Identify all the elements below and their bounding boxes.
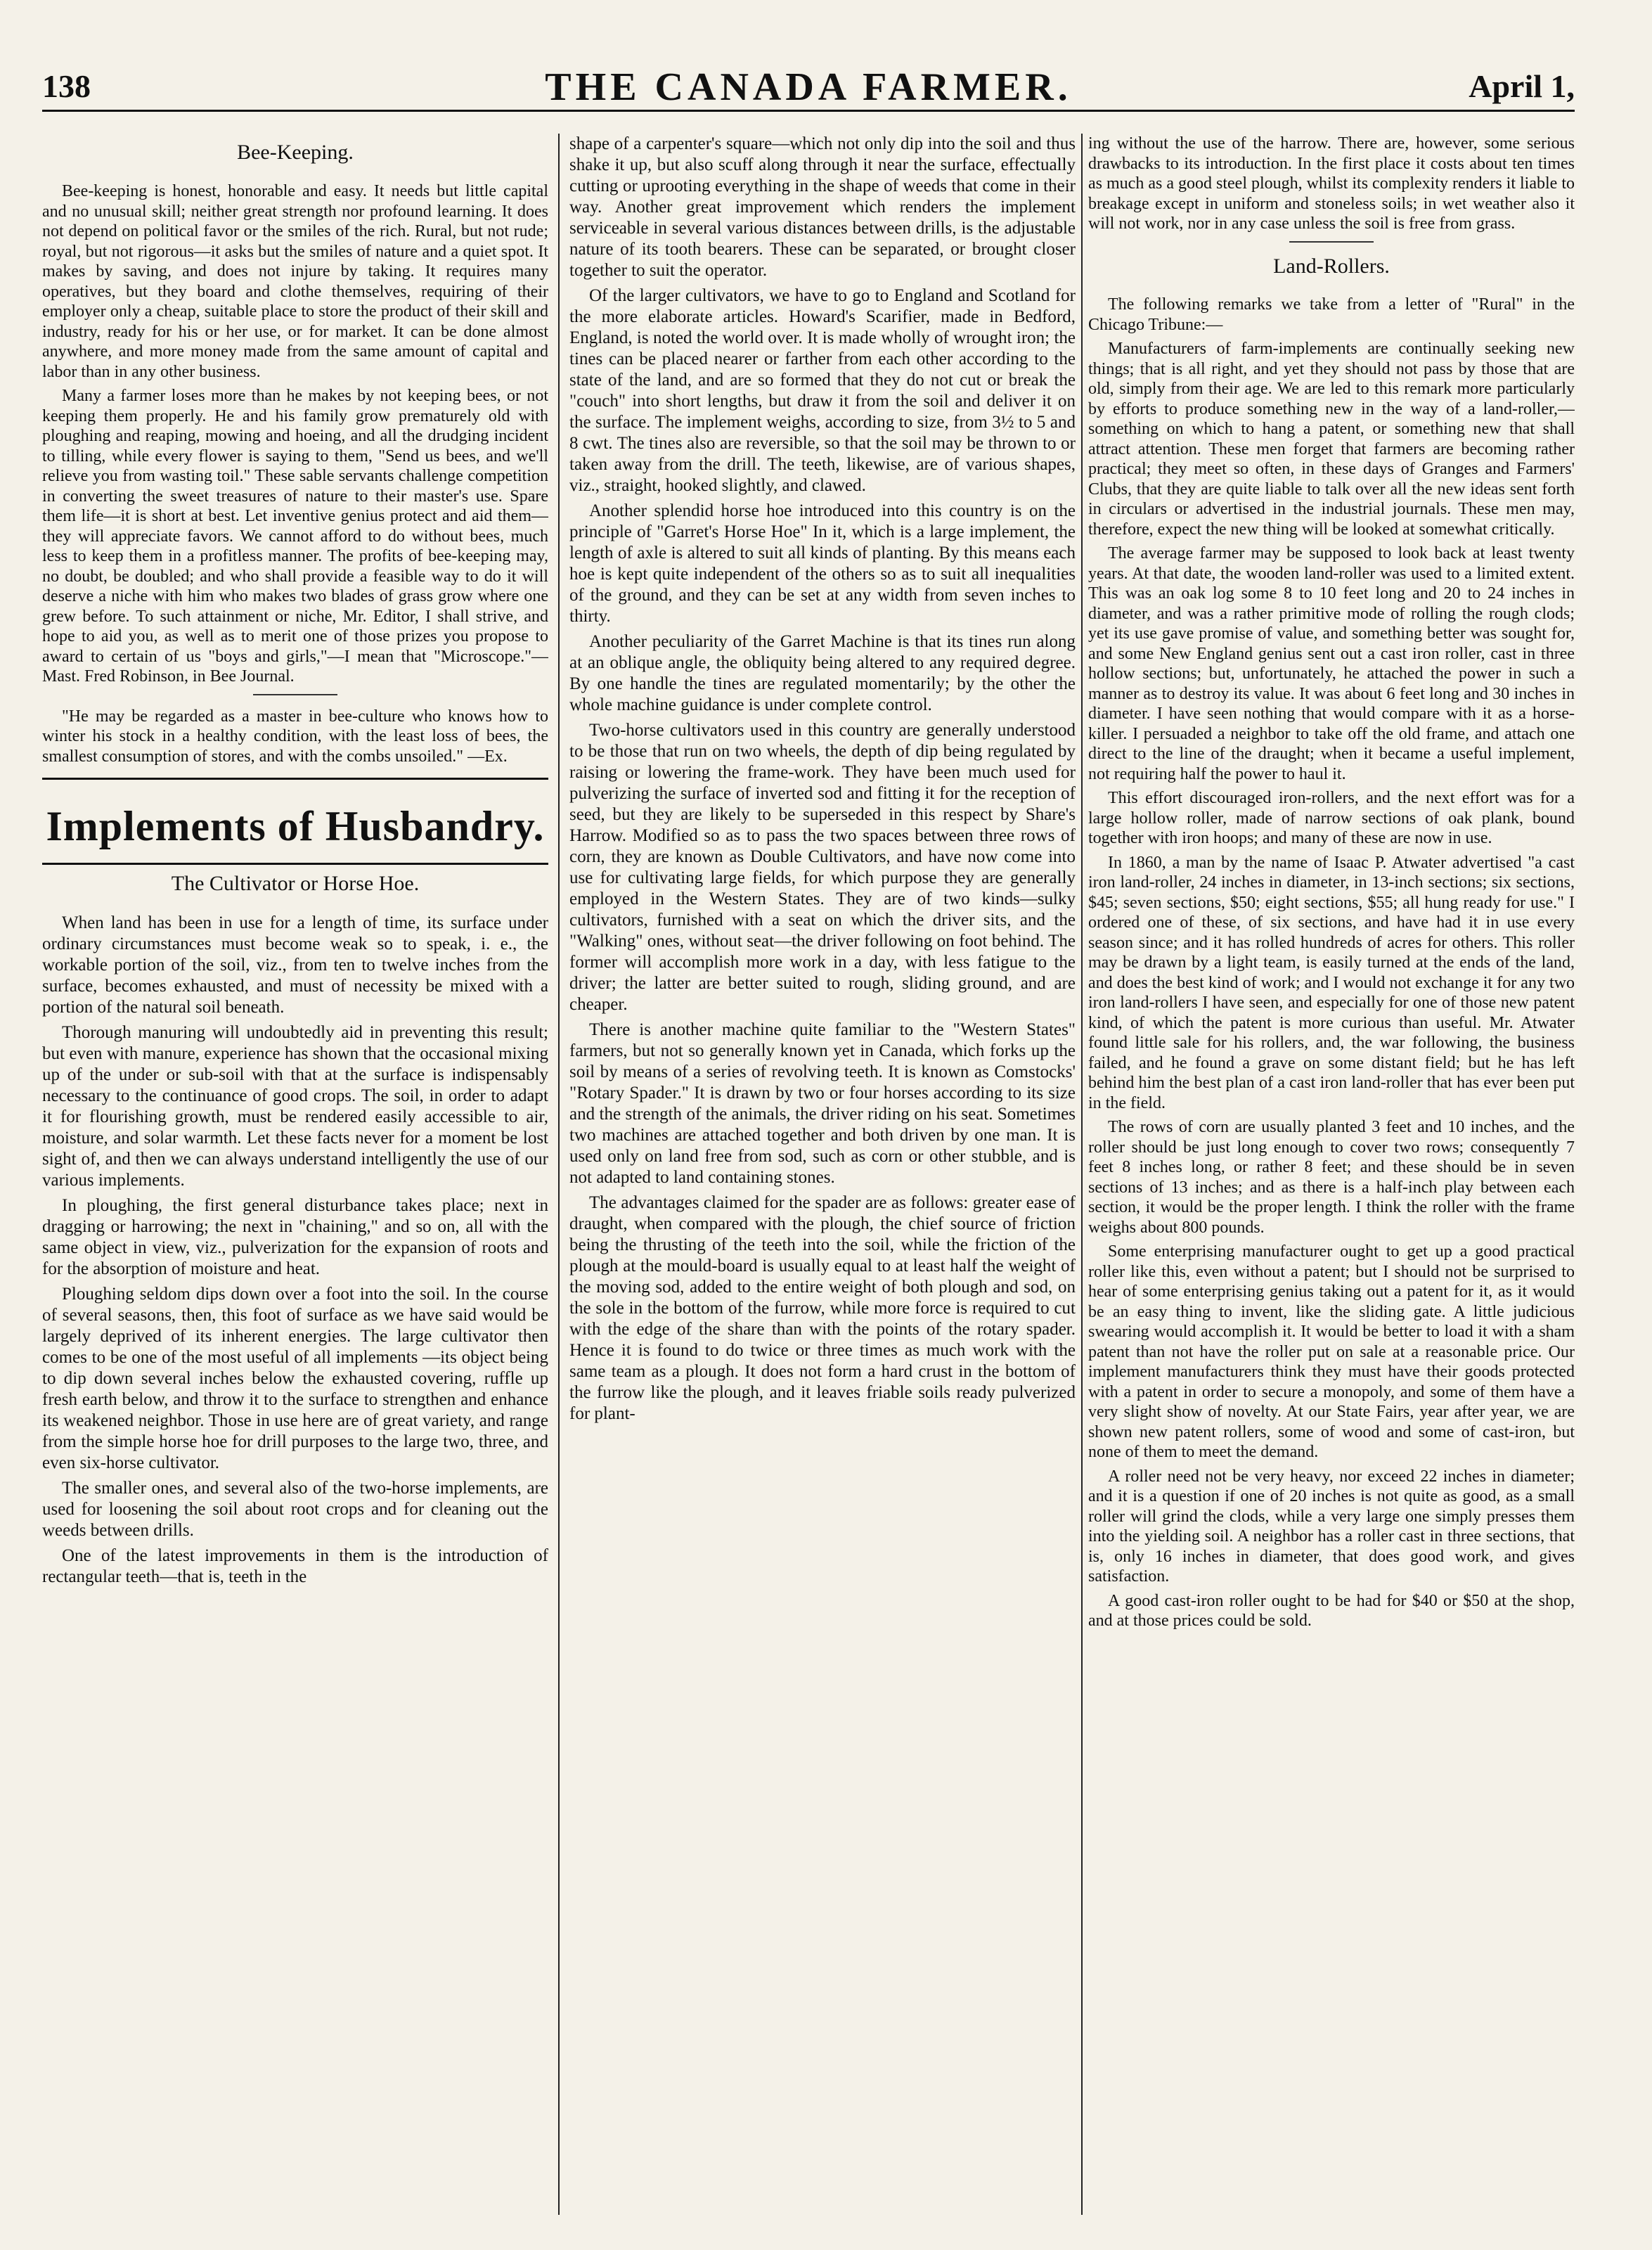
paragraph: Some enterprising manufacturer ought to get up a good practical roller like this, even without a patent; but I should not be surprised to hear of some enterprising genius taking out a patent for it, as it would be an easy thing to invent, like the sliding gate. A little judicious swearing would accomplish it. It would be better to load it with a sham patent than not have the roller put on sale at a reasonable price. Our implement manufacturers think they must have their goods protected with a patent in order to secure a monopoly, and some of them have a very slight show of novelty. At our State Fairs, year after year, we are shown new patent rollers, some of wood and some of cast-iron, but none of them to meet the demand. bbox=[1088, 1242, 1575, 1461]
page-header bbox=[42, 65, 1575, 112]
paragraph: ing without the use of the harrow. There are, however, some serious drawbacks to its introduction. In the first place it costs about ten times as much as a good steel plough, whilst its complexity renders it liable to breakage except in uniform and stoneless soils; in wet weather also it will not work, nor in any case unless the soil is free from grass. bbox=[1088, 134, 1575, 233]
paragraph: Another splendid horse hoe introduced into this country is on the principle of "Garret's Horse Hoe" In it, which is a large implement, the length of axle is altered to suit all kinds of planting. By this means each hoe is kept quite independent of the others so as to suit all inequalities of the ground, and they can be set at any width from seven inches to thirty. bbox=[569, 501, 1076, 626]
divider bbox=[1289, 241, 1374, 243]
page-number: 138 bbox=[42, 68, 91, 104]
paragraph: Many a farmer loses more than he makes by not keeping bees, or not keeping them properly. He and his family grow prematurely old with ploughing and reaping, mowing and hoeing, and all the drudging incident to tilling, while every flower is saying to them, "Send us bees, and we'll relieve you from wasting toil." These sable servants challenge competition in converting the sweet treasures of nature to their master's use. Spare them life—it is short at best. Let inventive genius protect and aid them—they will appreciate favors. We cannot afford to do without bees, much less to keep them in a profitless manner. The profits of bee-keeping may, no doubt, be doubled; and who shall provide a feasible way to do it will deserve a niche with him who makes two blades of grass grow where one grew before. To such attainment or niche, Mr. Editor, I shall strive, and hope to aid you, as well as to merit one of those prizes you propose to award to certain of us "boys and girls,"—I mean that "Microscope."—Mast. Fred Robinson, in Bee Journal. bbox=[42, 387, 548, 686]
paragraph: The rows of corn are usually planted 3 feet and 10 inches, and the roller should be just long enough to cover two rows; consequently 7 feet 8 inches long, or rather 8 feet; and these should be in seven sections of 13 inches; and as there is a half-inch play between each section, it would be the proper length. I think the roller with the frame weighs about 800 pounds. bbox=[1088, 1118, 1575, 1237]
paragraph: Manufacturers of farm-implements are continually seeking new things; that is all right, and yet they should not pass by those that are old, simply from their age. We are led to this remark more particularly by efforts to produce something new in the way of a land-roller,—something on which to hang a patent, or something new that shall attract attention. These men forget that farmers are becoming rather practical; they meet so often, in these days of Granges and Farmers' Clubs, that they are quite liable to talk over all the new ideas sent forth in circulars or advertised in the industrial journals. These men may, therefore, expect the new thing will be looked at somewhat critically. bbox=[1088, 340, 1575, 539]
column-rule bbox=[1081, 134, 1083, 2215]
paragraph: This effort discouraged iron-rollers, and the next effort was for a large hollow roller, made of narrow sections of oak plank, bound together with iron hoops; and many of these are now in use. bbox=[1088, 789, 1575, 847]
paragraph: Another peculiarity of the Garret Machine is that its tines run along at an oblique angle, the obliquity being altered to any required degree. By one handle the tines are regulated momentarily; by the other the whole machine guidance is under complete control. bbox=[569, 632, 1076, 714]
paragraph: The average farmer may be supposed to look back at least twenty years. At that date, the wooden land-roller was used to a limited extent. This was an oak log some 8 to 10 feet long and 20 to 24 inches in diameter, and was a rather primitive mode of rolling the rough clods; yet its use gave promise of value, and something better was sought for, and some New England genius sent out a cast iron roller, cast in three hollow sections; but, unfortunately, he attached the power in such a manner as to destroy its value. It was about 6 feet long and 30 inches in diameter. I have seen nothing that would compare with it as a horse-killer. I persuaded a neighbor to take off the old frame, and attach one direct to the line of the draught; when it became a useful implement, not requiring half the power to haul it. bbox=[1088, 544, 1575, 783]
issue-date: April 1, bbox=[1469, 68, 1575, 104]
article-heading-land-rollers: Land-Rollers. bbox=[1273, 254, 1390, 278]
divider bbox=[253, 694, 337, 695]
paragraph: Of the larger cultivators, we have to go to England and Scotland for the more elaborate articles. Howard's Scarifier, made in Bedford, England, is noted the world over. It is made wholly of wrought iron; the tines can be placed nearer or farther from each other according to the state of the land, and are so formed that they do not cut or break the "couch" into short lengths, but draw it from the soil and deliver it on the surface. The implement weighs, according to size, from 3½ to 5 and 8 cwt. The tines also are reversible, so that the soil may be thrown to or taken away from the drill. The teeth, likewise, are of various shapes, viz., straight, hooked slightly, and clawed. bbox=[569, 286, 1076, 495]
paragraph: The smaller ones, and several also of the two-horse implements, are used for loosening the soil about root crops and for cleaning out the weeds between drills. bbox=[42, 1479, 548, 1540]
column-rule bbox=[558, 134, 560, 2215]
divider bbox=[42, 863, 548, 865]
quote-paragraph: "He may be regarded as a master in bee-culture who knows how to winter his stock in a healthy condition, with the least loss of bees, the smallest consumption of stores, and with the combs unsoiled." —Ex. bbox=[42, 707, 548, 766]
masthead: THE CANADA FARMER. bbox=[545, 65, 1072, 109]
article-heading-cultivator: The Cultivator or Horse Hoe. bbox=[171, 872, 420, 895]
paragraph: Bee-keeping is honest, honorable and easy. It needs but little capital and no unusual skill; neither great strength nor profound learning. It does not depend on political favor or the smiles of the rich. Rural, but not rude; royal, but not rigorous—it asks but the smiles of nature and a quiet spot. It makes by saving, and does not injure by taking. It requires many operatives, but they board and clothe themselves, requiring of their employer only a cheap, suitable place to store the product of their skill and industry, ready for his or her use, or for market. It can be done almost anywhere, and more money made from the same amount of capital and labor than in any other business. bbox=[42, 182, 548, 381]
paragraph: When land has been in use for a length of time, its surface under ordinary circumstances must become weak so to speak, i. e., the workable portion of the soil, viz., from ten to twelve inches from the surface, becomes exhausted, and must of necessity be mixed with a portion of the natural soil beneath. bbox=[42, 913, 548, 1017]
column-2 bbox=[569, 134, 1076, 2215]
paragraph: The following remarks we take from a letter of "Rural" in the Chicago Tribune:— bbox=[1088, 295, 1575, 334]
article-heading-bee-keeping: Bee-Keeping. bbox=[237, 141, 354, 164]
paragraph: In 1860, a man by the name of Isaac P. Atwater advertised "a cast iron land-roller, 24 inches in diameter, in 13-inch sections; six sections, $45; seven sections, $50; eight sections, $55; all hung ready for use." I ordered one of these, of six sections, and have had it in use every season since; and it has rolled hundreds of acres for others. This roller may be drawn by a light team, is easily turned at the ends of the land, and does the best kind of work; and I would not exchange it for any two iron land-rollers I have seen, and especially for one of those new patent kind, of which the patent is more curious than useful. Mr. Atwater found little sale for his rollers, and, the war following, the business failed, and he found a grave on some distant field; but he has left behind him the best plan of a cast iron land-roller that has ever been put in the field. bbox=[1088, 853, 1575, 1112]
paragraph: In ploughing, the first general disturbance takes place; next in dragging or harrowing; the next in "chaining," and so on, all with the same object in view, viz., pulverization for the expansion of roots and for the absorption of moisture and heat. bbox=[42, 1196, 548, 1278]
column-3 bbox=[1088, 134, 1575, 2215]
paragraph: A good cast-iron roller ought to be had for $40 or $50 at the shop, and at those prices could be sold. bbox=[1088, 1591, 1575, 1630]
paragraph: The advantages claimed for the spader are as follows: greater ease of draught, when compared with the plough, the chief source of friction being the thrusting of the teeth into the soil, while the friction of the plough at the mould-board is usually equal to at least half the weight of the moving sod, added to the entire weight of both plough and sod, on the sole in the bottom of the furrow, while more force is required to cut with the edge of the share than with the points of the rotary spader. Hence it is found to do twice or three times as much work with the same team as a plough. It does not form a hard crust in the bottom of the furrow like the plough, and it leaves friable soils ready pulverized for plant- bbox=[569, 1193, 1076, 1423]
paragraph: A roller need not be very heavy, nor exceed 22 inches in diameter; and it is a question if one of 20 inches is not quite as good, as a small roller will grind the clods, while a very large one simply presses them into the yielding soil. A neighbor has a roller cast in three sections, that is, only 16 inches in diameter, that does good work, and gives satisfaction. bbox=[1088, 1467, 1575, 1586]
divider bbox=[42, 778, 548, 780]
paragraph: Two-horse cultivators used in this country are generally understood to be those that run on two wheels, the depth of dip being regulated by raising or lowering the frame-work. They have been much used for pulverizing the surface of inverted sod and fitting it for the reception of seed, but they are likely to be superseded in this respect by Share's Harrow. Modified so as to pass the two spaces between three rows of corn, they are known as Double Cultivators, and have now come into use for cultivating large fields, for which purpose they are generally employed in the Western States. They are of two kinds—sulky cultivators, furnished with a seat on which the driver sits, and the "Walking" ones, without seat—the driver following on foot behind. The former will accomplish more work in a day, with less fatigue to the driver; the latter are better suited to rough, sliding ground, and are cheaper. bbox=[569, 721, 1076, 1014]
paragraph: Thorough manuring will undoubtedly aid in preventing this result; but even with manure, experience has shown that the occasional mixing up of the under or sub-soil with that at the surface is indispensably necessary to the continuance of good crops. The soil, in order to adapt it for flourishing growth, must be rendered easily accessible to air, moisture, and solar warmth. Let these facts never for a moment be lost sight of, and then we can always understand intelligently the use of our various implements. bbox=[42, 1023, 548, 1190]
paragraph: One of the latest improvements in them is the introduction of rectangular teeth—that is, teeth in the bbox=[42, 1546, 548, 1586]
paragraph: There is another machine quite familiar to the "Western States" farmers, but not so generally known yet in Canada, which forks up the soil by means of a series of revolving teeth. It is known as Comstocks' "Rotary Spader." It is drawn by two or four horses according to its size and the strength of the animals, the driver riding on his seat. Sometimes two machines are attached together and both driven by one man. It is used only on land free from sod, such as corn or other stubble, and is not adapted to land containing stones. bbox=[569, 1020, 1076, 1187]
paragraph: Ploughing seldom dips down over a foot into the soil. In the course of several seasons, then, this foot of surface as we have said would be largely deprived of its inherent energies. The large cultivator then comes to be one of the most useful of all implements —its object being to dip down several inches below the exhausted covering, ruffle up fresh earth below, and throw it to the surface to strengthen and enhance its weakened neighbor. Those in use here are of great variety, and range from the simple horse hoe for drill purposes to the large two, three, and even six-horse cultivator. bbox=[42, 1285, 548, 1472]
column-1 bbox=[42, 134, 548, 2215]
section-title: Implements of Husbandry. bbox=[46, 803, 545, 849]
paragraph: shape of a carpenter's square—which not only dip into the soil and thus shake it up, but also scuff along through it near the surface, effectually cutting or uprooting everything in the shape of weeds that come in their way. Another great improvement which renders the implement serviceable in several various distances between drills, is the adjustable nature of its tooth bearers. These can be separated, or brought closer together to suit the operator. bbox=[569, 134, 1076, 280]
